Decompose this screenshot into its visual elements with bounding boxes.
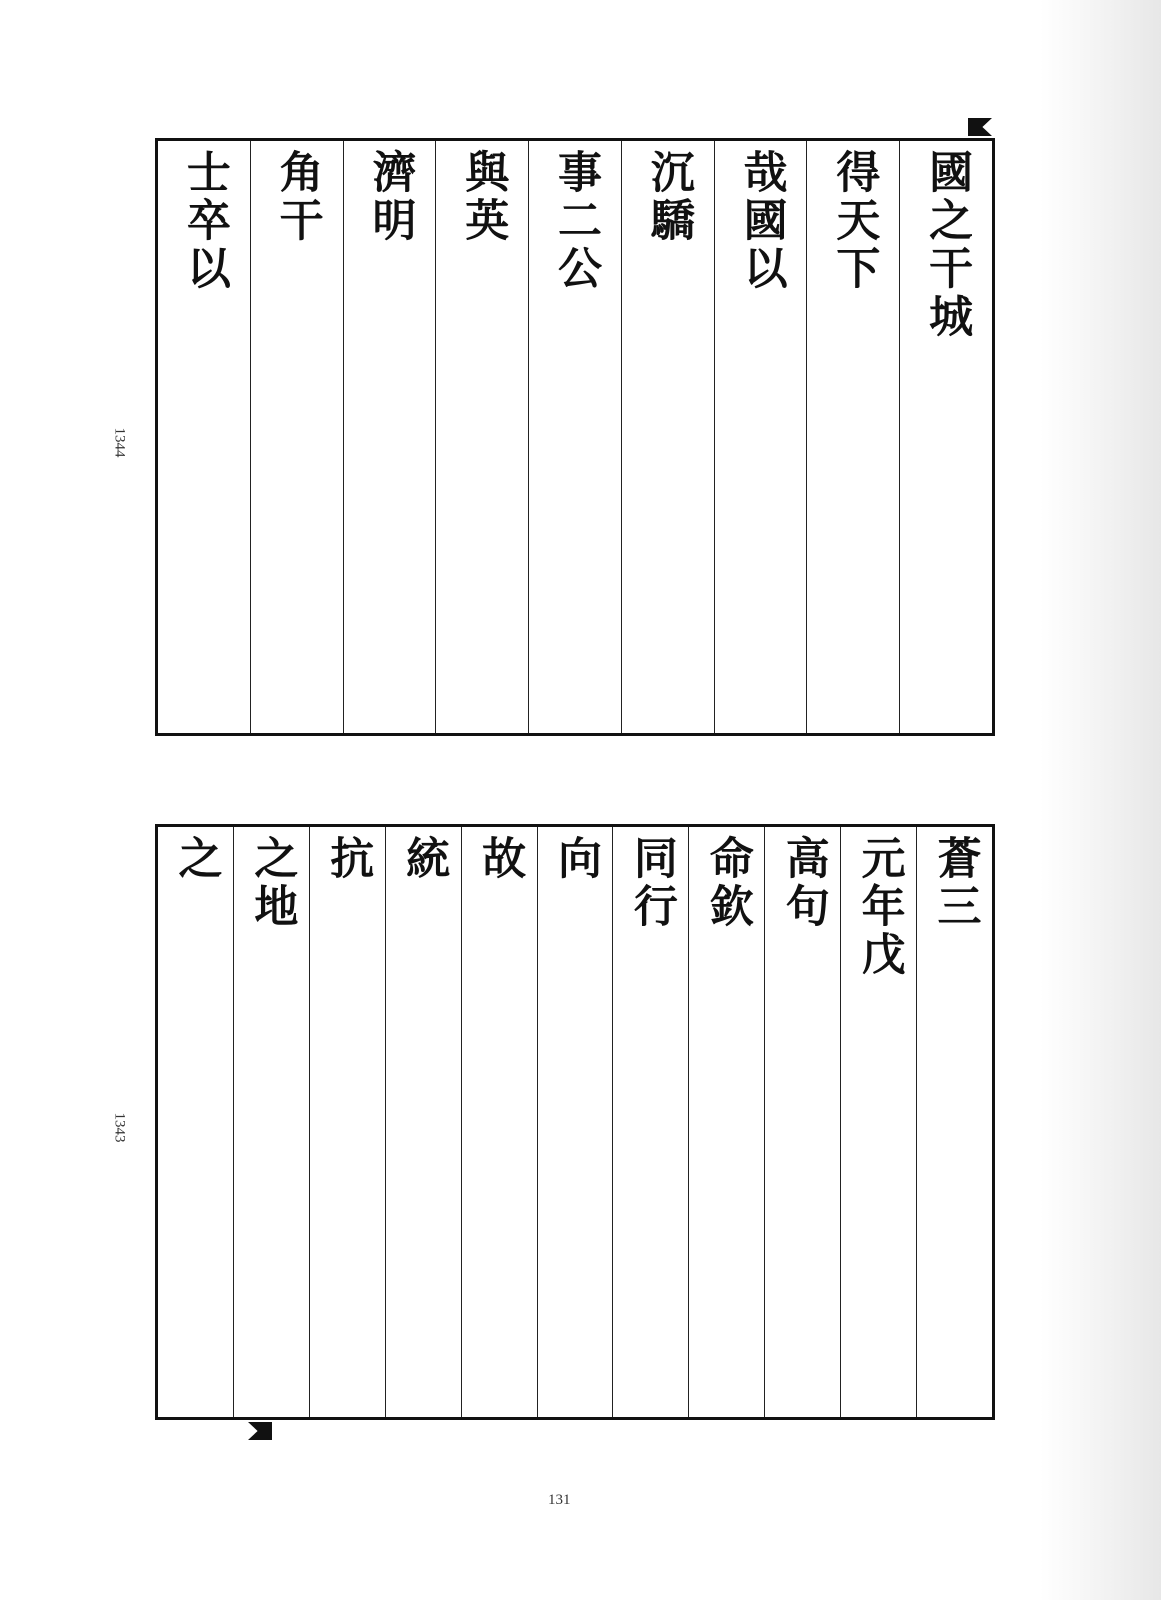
text-column: 統: [386, 827, 462, 1417]
text-column: 命欽: [689, 827, 765, 1417]
text-column: 士卒以: [158, 141, 251, 733]
text-column: 抗: [310, 827, 386, 1417]
text-column: 得天下: [807, 141, 900, 733]
text-column: 哉國以: [715, 141, 808, 733]
top-panel-margin: [155, 114, 995, 136]
text-column: 故: [462, 827, 538, 1417]
side-page-number-top: 1344: [111, 427, 128, 458]
text-column: 同行: [613, 827, 689, 1417]
top-text-panel: [155, 138, 995, 736]
text-column: 國之干城: [921, 149, 973, 341]
text-column: 之地: [234, 827, 310, 1417]
page-number: 131: [548, 1492, 571, 1508]
text-column: 角干: [251, 141, 344, 733]
text-column: 事二公: [529, 141, 622, 733]
bottom-panel-margin: [155, 1422, 995, 1444]
text-column: 濟明: [344, 141, 437, 733]
text-column: 與英: [436, 141, 529, 733]
text-column: 向: [538, 827, 614, 1417]
side-page-number-bottom: 1343: [111, 1112, 128, 1143]
text-column: 沉驕: [622, 141, 715, 733]
text-column: 高句: [765, 827, 841, 1417]
text-column: 之: [158, 827, 234, 1417]
bottom-text-panel: [155, 824, 995, 1420]
scan-edge-shadow: [1040, 0, 1161, 1600]
text-column: 元年戊: [841, 827, 917, 1417]
text-column: 蒼三: [929, 835, 981, 931]
